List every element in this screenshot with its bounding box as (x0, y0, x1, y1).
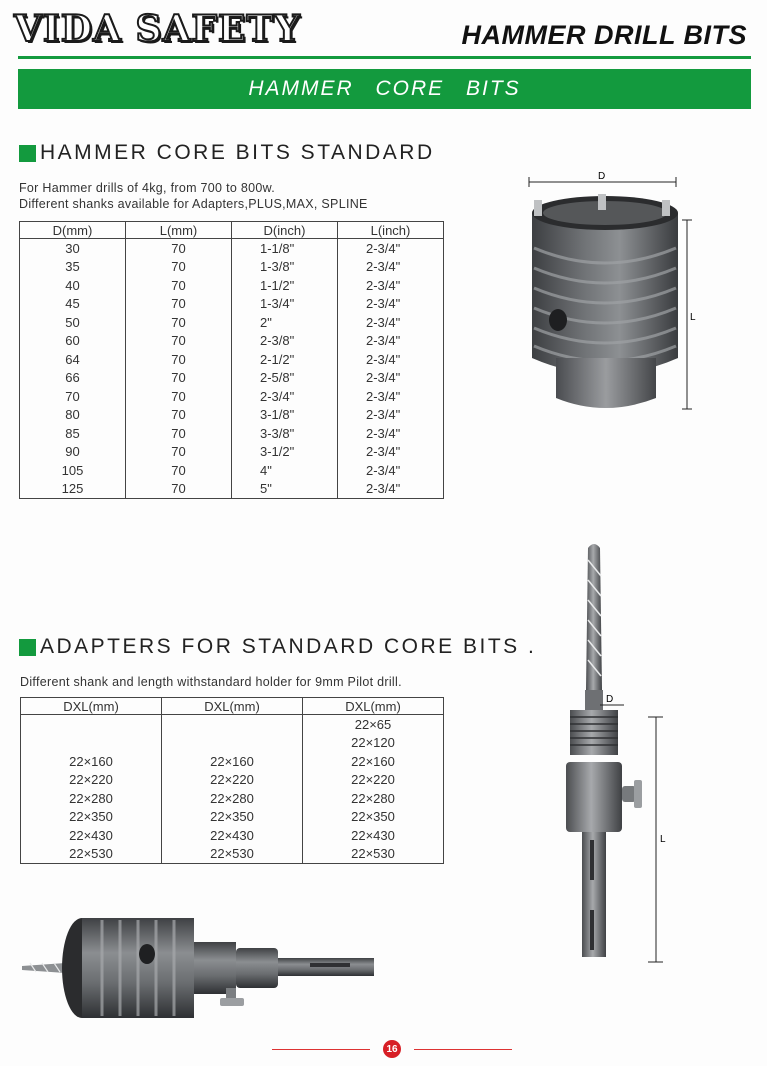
green-square-bullet (19, 639, 36, 656)
footer-line-left (272, 1049, 370, 1050)
cell-l-inch: 2-3/4" (338, 480, 444, 499)
core-bits-spec-table (19, 221, 444, 499)
core-bit-d-label: D (598, 171, 606, 182)
cell-d-inch: 1-1/8" (232, 239, 338, 258)
cell-l-inch: 2-3/4" (338, 332, 444, 351)
cell-l-inch: 2-3/4" (338, 350, 444, 369)
cell-d-mm: 90 (20, 443, 126, 462)
table-row (20, 295, 444, 314)
category-banner (18, 69, 751, 109)
cell-dxl-3: 22×430 (303, 826, 444, 845)
cell-dxl-1: 22×350 (21, 808, 162, 827)
cell-l-inch: 2-3/4" (338, 258, 444, 277)
header-l-mm: L(mm) (126, 222, 232, 239)
table-row (20, 369, 444, 388)
cell-l-inch: 2-3/4" (338, 276, 444, 295)
cell-l-inch: 2-3/4" (338, 406, 444, 425)
cell-l-mm: 70 (126, 480, 232, 499)
cell-l-mm: 70 (126, 258, 232, 277)
cell-l-mm: 70 (126, 369, 232, 388)
cell-d-mm: 66 (20, 369, 126, 388)
cell-dxl-3: 22×160 (303, 752, 444, 771)
cell-d-mm: 80 (20, 406, 126, 425)
table-row (20, 258, 444, 277)
cell-l-mm: 70 (126, 424, 232, 443)
cell-d-mm: 125 (20, 480, 126, 499)
cell-l-inch: 2-3/4" (338, 461, 444, 480)
table-row (21, 808, 444, 827)
core-bits-desc-line-2: Different shanks available for Adapters,PLUS,MAX, SPLINE (19, 197, 368, 211)
cell-dxl-2: 22×350 (162, 808, 303, 827)
cell-dxl-1: 22×160 (21, 752, 162, 771)
cell-dxl-3: 22×350 (303, 808, 444, 827)
cell-l-inch: 2-3/4" (338, 239, 444, 258)
cell-d-inch: 3-1/2" (232, 443, 338, 462)
table-header-row (20, 222, 444, 239)
cell-l-mm: 70 (126, 350, 232, 369)
cell-dxl-3: 22×530 (303, 845, 444, 864)
cell-d-mm: 70 (20, 387, 126, 406)
cell-d-mm: 64 (20, 350, 126, 369)
cell-l-mm: 70 (126, 295, 232, 314)
assembled-core-bit-illustration (20, 908, 380, 1028)
table-row (20, 276, 444, 295)
cell-dxl-1: 22×280 (21, 789, 162, 808)
cell-l-inch: 2-3/4" (338, 369, 444, 388)
cell-dxl-2: 22×530 (162, 845, 303, 864)
cell-d-mm: 60 (20, 332, 126, 351)
cell-dxl-1 (21, 715, 162, 734)
cell-dxl-3: 22×120 (303, 734, 444, 753)
adapters-description: Different shank and length withstandard holder for 9mm Pilot drill. (20, 675, 402, 689)
green-square-bullet (19, 145, 36, 162)
header-dxl-1: DXL(mm) (21, 698, 162, 715)
cell-l-mm: 70 (126, 461, 232, 480)
cell-d-inch: 1-3/4" (232, 295, 338, 314)
cell-dxl-3: 22×65 (303, 715, 444, 734)
header-d-mm: D(mm) (20, 222, 126, 239)
cell-l-mm: 70 (126, 332, 232, 351)
cell-l-mm: 70 (126, 313, 232, 332)
table-row (21, 789, 444, 808)
section-title-adapters (19, 635, 536, 659)
table-row (21, 715, 444, 734)
core-bits-desc-line-1: For Hammer drills of 4kg, from 700 to 800w. (19, 181, 276, 195)
table-row (21, 734, 444, 753)
cell-dxl-2: 22×430 (162, 826, 303, 845)
table-row (21, 771, 444, 790)
vida-safety-logo: VIDA SAFETY (14, 8, 301, 50)
cell-dxl-1: 22×430 (21, 826, 162, 845)
table-row (20, 424, 444, 443)
table-row (20, 387, 444, 406)
cell-d-inch: 4" (232, 461, 338, 480)
header-dxl-3: DXL(mm) (303, 698, 444, 715)
category-banner-label: HAMMER CORE BITS (248, 77, 521, 100)
cell-l-mm: 70 (126, 387, 232, 406)
table-row (21, 752, 444, 771)
cell-dxl-1: 22×220 (21, 771, 162, 790)
adapter-l-label: L (660, 834, 666, 845)
cell-d-inch: 2" (232, 313, 338, 332)
cell-d-inch: 2-3/4" (232, 387, 338, 406)
core-bit-l-label: L (690, 312, 696, 323)
table-row (20, 313, 444, 332)
table-row (20, 461, 444, 480)
footer-line-right (414, 1049, 512, 1050)
cell-d-inch: 2-1/2" (232, 350, 338, 369)
cell-d-mm: 30 (20, 239, 126, 258)
cell-dxl-2: 22×160 (162, 752, 303, 771)
catalog-section-title: HAMMER DRILL BITS (461, 20, 747, 50)
cell-dxl-2: 22×220 (162, 771, 303, 790)
cell-d-mm: 50 (20, 313, 126, 332)
table-row (21, 845, 444, 864)
table-row (20, 443, 444, 462)
cell-l-mm: 70 (126, 239, 232, 258)
cell-d-inch: 1-3/8" (232, 258, 338, 277)
cell-dxl-1 (21, 734, 162, 753)
table-row (21, 826, 444, 845)
cell-dxl-3: 22×280 (303, 789, 444, 808)
core-bits-description (19, 180, 368, 212)
cell-d-mm: 40 (20, 276, 126, 295)
header-d-inch: D(inch) (232, 222, 338, 239)
cell-l-inch: 2-3/4" (338, 295, 444, 314)
section-title-core-bits-label: HAMMER CORE BITS STANDARD (40, 141, 435, 164)
header-divider (18, 56, 751, 59)
cell-l-mm: 70 (126, 406, 232, 425)
table-row (20, 350, 444, 369)
table-header-row (21, 698, 444, 715)
cell-d-inch: 2-3/8" (232, 332, 338, 351)
table-row (20, 480, 444, 499)
hammer-core-bit-illustration (520, 168, 700, 418)
section-title-core-bits (19, 141, 435, 165)
cell-dxl-2: 22×280 (162, 789, 303, 808)
cell-d-mm: 45 (20, 295, 126, 314)
cell-d-inch: 3-3/8" (232, 424, 338, 443)
cell-d-mm: 35 (20, 258, 126, 277)
cell-d-inch: 3-1/8" (232, 406, 338, 425)
header-l-inch: L(inch) (338, 222, 444, 239)
page-number-badge: 16 (383, 1040, 401, 1058)
cell-l-mm: 70 (126, 276, 232, 295)
cell-d-mm: 85 (20, 424, 126, 443)
cell-dxl-2 (162, 715, 303, 734)
cell-l-inch: 2-3/4" (338, 387, 444, 406)
cell-dxl-1: 22×530 (21, 845, 162, 864)
cell-d-mm: 105 (20, 461, 126, 480)
cell-dxl-3: 22×220 (303, 771, 444, 790)
section-title-adapters-label: ADAPTERS FOR STANDARD CORE BITS . (40, 635, 537, 658)
cell-l-inch: 2-3/4" (338, 424, 444, 443)
cell-d-inch: 1-1/2" (232, 276, 338, 295)
cell-d-inch: 5" (232, 480, 338, 499)
cell-dxl-2 (162, 734, 303, 753)
adapter-d-label: D (606, 694, 614, 705)
adapters-spec-table (20, 697, 444, 864)
table-row (20, 406, 444, 425)
cell-l-inch: 2-3/4" (338, 313, 444, 332)
header-dxl-2: DXL(mm) (162, 698, 303, 715)
table-row (20, 332, 444, 351)
table-row (20, 239, 444, 258)
cell-l-inch: 2-3/4" (338, 443, 444, 462)
sds-adapter-illustration (548, 540, 678, 970)
cell-l-mm: 70 (126, 443, 232, 462)
cell-d-inch: 2-5/8" (232, 369, 338, 388)
